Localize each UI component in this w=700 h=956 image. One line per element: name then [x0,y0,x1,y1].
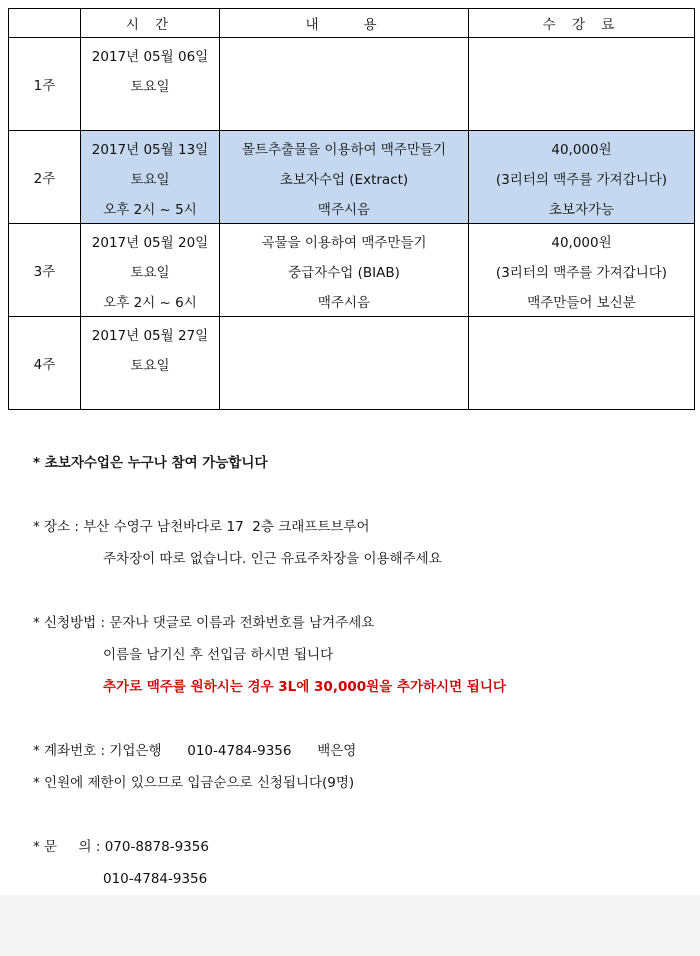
table-row [9,317,695,410]
time-cell [81,224,220,317]
time-cell [81,131,220,224]
fee-line: 40,000원 [551,235,612,251]
fee-line: 40,000원 [551,142,612,158]
contact-note-2: 010-4784-9356 [103,871,208,887]
header-blank [9,9,81,38]
header-content: 내 용 [220,9,469,38]
table-row [9,224,695,317]
week-label: 1주 [9,38,81,131]
content-cell [220,38,469,131]
fee-line: 맥주만들어 보신분 [527,295,636,311]
content-line: 몰트추출물을 이용하여 맥주만들기 [241,142,447,158]
content-line: 중급자수업 (BIAB) [288,265,400,281]
date-text: 2017년 05월 27일 [91,328,209,344]
week-label: 2주 [9,131,81,224]
parking-note: 주차장이 따로 없습니다. 인근 유료주차장을 이용해주세요 [103,551,442,567]
content-line: 맥주시음 [317,202,371,218]
fee-line: (3리터의 맥주를 가져갑니다) [495,265,668,281]
beginner-note: * 초보자수업은 누구나 참여 가능합니다 [33,455,268,471]
day-text: 토요일 [130,79,170,95]
account-note: * 계좌번호 : 기업은행 010-4784-9356 백은영 [33,743,357,759]
date-text: 2017년 05월 20일 [91,235,209,251]
week-label: 3주 [9,224,81,317]
table-row [9,131,695,224]
schedule-table [8,8,695,410]
content-line: 맥주시음 [317,295,371,311]
contact-note: * 문 의 : 070-8878-9356 [33,839,209,855]
header-time: 시 간 [81,9,220,38]
limit-note: * 인원에 제한이 있으므로 입금순으로 신청됩니다(9명) [33,775,355,791]
fee-cell [469,317,695,410]
extra-beer-note: 추가로 맥주를 원하시는 경우 3L에 30,000원을 추가하시면 됩니다 [103,679,506,695]
table-row [9,38,695,131]
time-cell [81,38,220,131]
place-note: * 장소 : 부산 수영구 남천바다로 17 2층 크래프트브루어 [33,519,370,535]
content-cell [220,224,469,317]
fee-line: (3리터의 맥주를 가져갑니다) [495,172,668,188]
day-text: 토요일 [130,358,170,374]
fee-cell [469,38,695,131]
content-cell [220,131,469,224]
date-text: 2017년 05월 06일 [91,49,209,65]
content-line: 초보자수업 (Extract) [279,172,409,188]
fee-line: 초보자가능 [548,202,615,218]
hours-text: 오후 2시 ~ 5시 [103,202,197,218]
time-cell [81,317,220,410]
notes-section [33,447,673,895]
week-label: 4주 [9,317,81,410]
fee-cell [469,131,695,224]
table-header-row [9,9,695,38]
date-text: 2017년 05월 13일 [91,142,209,158]
hours-text: 오후 2시 ~ 6시 [103,295,197,311]
fee-cell [469,224,695,317]
content-cell [220,317,469,410]
day-text: 토요일 [130,172,170,188]
day-text: 토요일 [130,265,170,281]
content-line: 곡물을 이용하여 맥주만들기 [261,235,427,251]
apply-note: * 신청방법 : 문자나 댓글로 이름과 전화번호를 남겨주세요 [33,615,375,631]
header-fee: 수 강 료 [469,9,695,38]
apply-note-2: 이름을 남기신 후 선입금 하시면 됩니다 [103,647,334,663]
